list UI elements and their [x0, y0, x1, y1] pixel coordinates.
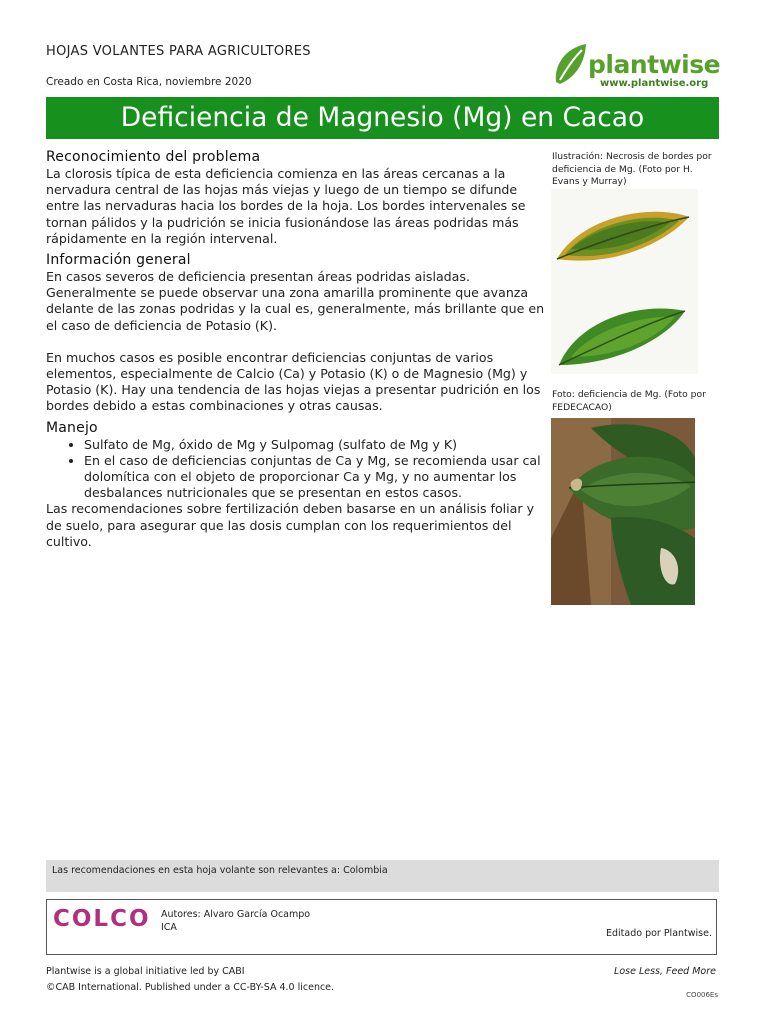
- management-closing: Las recomendaciones sobre fertilización deben basarse en un análisis foliar y de suelo, para asegurar que las dosis cumplan con los requerimientos del cultivo.: [46, 501, 535, 549]
- authors-info: [161, 909, 310, 934]
- general-text-2: En muchos casos es posible encontrar deficiencias conjuntas de varios elementos, especialmente de Calcio (Ca) y Potasio (K) o de Magnesio (Mg) y Potasio (K). Hay una tendencia de las hojas viejas a presentar pudrición en los bordes debido a estas combinaciones y otras causas.: [46, 349, 541, 414]
- footer-initiative: Plantwise is a global initiative led by CABI: [46, 966, 245, 977]
- necrosis-leaves-illustration: [551, 189, 698, 374]
- management-item: • Sulfato de Mg, óxido de Mg y Sulpomag (sulfato de Mg y K): [84, 437, 546, 453]
- title-bar: [46, 97, 719, 139]
- document-code: CO006Es: [686, 991, 718, 999]
- footer-copyright: ©CAB International. Published under a CC-BY-SA 4.0 licence.: [46, 982, 335, 993]
- recognition-heading: Reconocimiento del problema: [46, 149, 261, 165]
- management-item: • En el caso de deficiencias conjuntas de Ca y Mg, se recomienda usar cal dolomítica con el objeto de proporcionar Ca y Mg, y no aumentar los desbalances nutricionales que se presentan en estos casos.: [84, 453, 546, 502]
- recognition-text: La clorosis típica de esta deficiencia comienza en las áreas cercanas a la nervadura central de las hojas más viejas y luego de un tiempo se difunde entre las nervaduras hacia los bordes de la hoja. Los bordes intervenales se tornan pálidos y la pudrición se inicia fusionándose las áreas podridas más rápidamente en la región intervenal.: [46, 166, 526, 246]
- relevance-text: Las recomendaciones en esta hoja volante son relevantes a: Colombia: [52, 865, 388, 876]
- footer-slogan: Lose Less, Feed More: [614, 966, 716, 977]
- plantwise-url: www.plantwise.org: [600, 78, 709, 89]
- figure-caption-1: Ilustración: Necrosis de bordes por deficiencia de Mg. (Foto por H. Evans y Murray): [552, 151, 712, 187]
- authors-box: [46, 899, 717, 955]
- colco-logo: COLCO: [53, 906, 151, 932]
- main-content: [46, 148, 546, 550]
- cacao-leaf-photo: [551, 418, 695, 605]
- general-text-1: En casos severos de deficiencia presentan áreas podridas aisladas. Generalmente se puede observar una zona amarilla prominente que avanza delante de las zonas podridas y la cual es, generalmente, más brillante que en el caso de deficiencia de Potasio (K).: [46, 269, 545, 333]
- management-list: [46, 437, 546, 502]
- series-title: HOJAS VOLANTES PARA AGRICULTORES: [46, 44, 311, 59]
- page-title: Deficiencia de Magnesio (Mg) en Cacao: [120, 102, 645, 133]
- institution: ICA: [161, 921, 177, 933]
- plantwise-logo: plantwise: [588, 50, 721, 79]
- general-heading: Información general: [46, 252, 191, 269]
- relevance-bar: [46, 860, 719, 892]
- created-date: Creado en Costa Rica, noviembre 2020: [46, 76, 252, 88]
- edited-by: Editado por Plantwise.: [605, 928, 712, 939]
- management-heading: Manejo: [46, 419, 98, 436]
- authors-line: Autores: Alvaro García Ocampo: [161, 909, 311, 920]
- figure-caption-2: Foto: deficiencia de Mg. (Foto por FEDECACAO): [552, 389, 706, 413]
